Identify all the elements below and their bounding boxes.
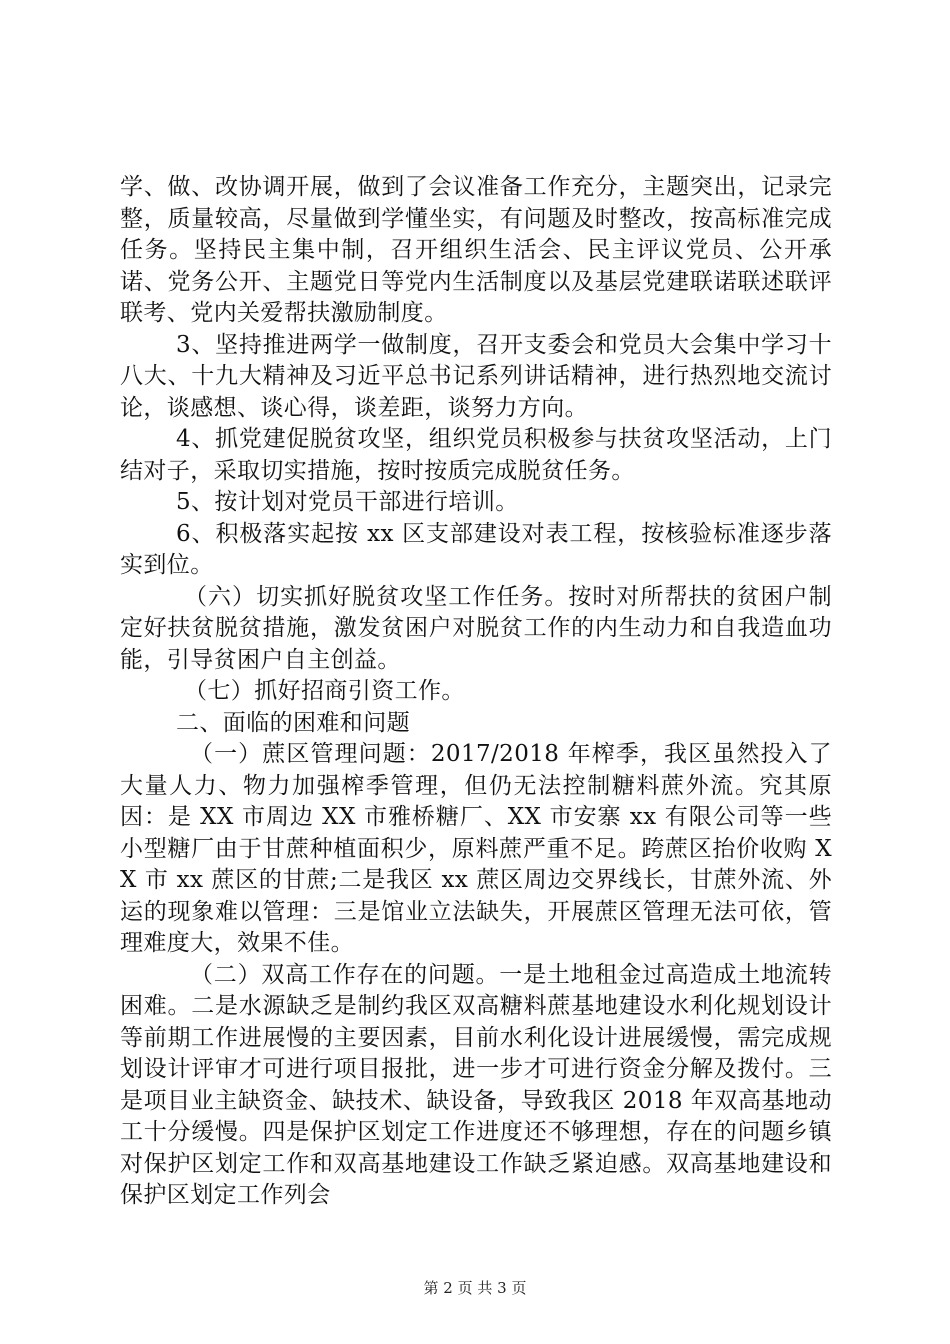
paragraph-item-4: 4、抓党建促脱贫攻坚，组织党员积极参与扶贫攻坚活动，上门结对子，采取切实措施，按时按质完成脱贫任务。 [120, 426, 832, 484]
document-body [120, 172, 832, 1212]
paragraph-problem-1: （一）蔗区管理问题：2017/2018 年榨季，我区虽然投入了大量人力、物力加强榨季管理，但仍无法控制糖料蔗外流。究其原因：是 XX 市周边 XX 市雅桥糖厂、XX 市安寨 xx 有限公司等一些小型糖厂由于甘蔗种植面积少，原料蔗严重不足。跨蔗区抬价收购 XX 市 xx 蔗区的甘蔗;二是我区 xx 蔗区周边交界线长，甘蔗外流、外运的现象难以管理：三是馆业立法缺失，开展蔗区管理无法可依，管理难度大，效果不佳。 [120, 741, 832, 956]
paragraph-problem-2: （二）双高工作存在的问题。一是土地租金过高造成土地流转困难。二是水源缺乏是制约我区双高糖料蔗基地建设水利化规划设计等前期工作进展慢的主要因素，目前水利化设计进展缓慢，需完成规划设计评审才可进行项目报批，进一步才可进行资金分解及拨付。三是项目业主缺资金、缺技术、缺设备，导致我区 2018 年双高基地动工十分缓慢。四是保护区划定工作进度还不够理想，存在的问题乡镇对保护区划定工作和双高基地建设工作缺乏紧迫感。双高基地建设和保护区划定工作列会 [120, 961, 832, 1208]
paragraph-section-6: （六）切实抓好脱贫攻坚工作任务。按时对所帮扶的贫困户制定好扶贫脱贫措施，激发贫困户对脱贫工作的内生动力和自我造血功能，引导贫困户自主创益。 [120, 583, 832, 673]
heading-difficulties: 二、面临的困难和问题 [176, 709, 410, 736]
paragraph-item-3: 3、坚持推进两学一做制度，召开支委会和党员大会集中学习十八大、十九大精神及习近平总书记系列讲话精神，进行热烈地交流讨论，谈感想、谈心得，谈差距，谈努力方向。 [120, 331, 832, 421]
paragraph-item-6: 6、积极落实起按 xx 区支部建设对表工程，按核验标准逐步落实到位。 [120, 520, 832, 578]
paragraph-continuation: 学、做、改协调开展，做到了会议准备工作充分，主题突出，记录完整，质量较高，尽量做到学懂坐实，有问题及时整改，按高标准完成任务。坚持民主集中制，召开组织生活会、民主评议党员、公开承诺、党务公开、主题党日等党内生活制度以及基层党建联诺联述联评联考、党内关爱帮扶激励制度。 [120, 174, 832, 326]
paragraph-item-5: 5、按计划对党员干部进行培训。 [176, 489, 519, 515]
page-number-footer: 第 2 页 共 3 页 [423, 1279, 527, 1297]
paragraph-section-7: （七）抓好招商引资工作。 [184, 678, 465, 704]
